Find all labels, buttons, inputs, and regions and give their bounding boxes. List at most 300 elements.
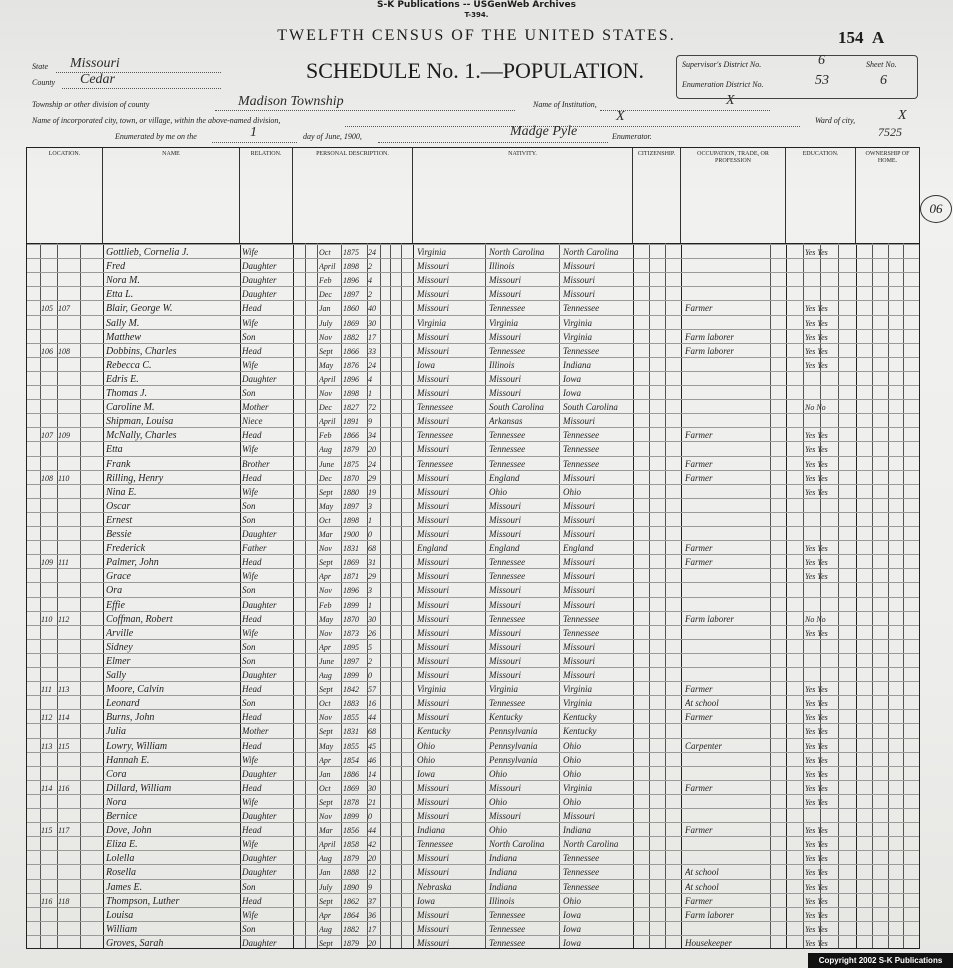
cell-occ: Farmer [685, 430, 713, 441]
publisher-line-2: T-394. [464, 11, 489, 19]
cell-age: 29 [368, 473, 376, 483]
cell-pobf: Tennessee [489, 937, 526, 948]
cell-occ: Farmer [685, 712, 713, 723]
cell-age: 4 [368, 374, 372, 384]
cell-year: 1899 [343, 600, 359, 610]
cell-age: 9 [368, 882, 372, 892]
cell-rel: Wife [242, 444, 258, 455]
cell-edu: Yes Yes [805, 685, 828, 695]
copyright-notice: Copyright 2002 S-K Publications [808, 953, 953, 968]
cell-year: 1879 [343, 854, 359, 864]
cell-edu: Yes Yes [805, 572, 828, 582]
cell-rel: Son [242, 331, 256, 342]
cell-pobm: South Carolina [563, 402, 618, 413]
institution-rule [600, 110, 770, 111]
cell-birth: Feb [319, 431, 332, 441]
cell-pobm: Virginia [563, 698, 592, 709]
cell-year: 1870 [343, 614, 359, 624]
cell-edu: Yes Yes [805, 360, 828, 370]
cell-pobf: Missouri [489, 514, 522, 525]
cell-edu: Yes Yes [805, 332, 828, 342]
cell-age: 44 [368, 826, 376, 836]
cell-name: Fred [106, 261, 126, 273]
cell-edu: Yes Yes [805, 459, 828, 469]
col-occupation [681, 148, 786, 243]
cell-age: 16 [368, 699, 376, 709]
cell-birth: Dec [319, 290, 332, 300]
cell-rel: Daughter [242, 529, 277, 539]
cell-age: 44 [368, 713, 376, 723]
cell-fam: 112 [58, 614, 70, 624]
cell-age: 26 [368, 628, 376, 638]
cell-rel: Daughter [242, 937, 277, 948]
cell-pob: Missouri [417, 712, 450, 723]
cell-rel: Head [242, 895, 262, 906]
cell-pobm: Missouri [563, 289, 596, 300]
cell-pobf: Missouri [489, 275, 522, 286]
cell-fam: 110 [58, 473, 70, 483]
cell-pobf: Arkansas [489, 416, 523, 427]
cell-pobm: Ohio [563, 895, 581, 906]
cell-dwell: 106 [41, 346, 53, 356]
cell-occ: Housekeeper [685, 937, 732, 948]
cell-age: 29 [368, 572, 376, 582]
cell-pobf: Tennessee [489, 613, 526, 624]
cell-age: 40 [368, 304, 376, 314]
cell-dwell: 115 [41, 826, 53, 836]
cell-pobf: Ohio [489, 825, 507, 836]
cell-pobf: Missouri [489, 388, 522, 398]
cell-birth: Nov [319, 544, 332, 554]
col-ownership [856, 148, 919, 243]
cell-pobm: Missouri [563, 557, 596, 568]
cell-pobf: England [489, 472, 520, 483]
cell-pob: Missouri [417, 655, 450, 666]
cell-name: Groves, Sarah [106, 937, 164, 949]
cell-occ: Farmer [685, 825, 713, 836]
cell-name: Coffman, Robert [106, 613, 173, 625]
cell-pobm: Missouri [563, 529, 596, 539]
cell-rel: Daughter [242, 261, 277, 272]
cell-pob: Tennessee [417, 402, 454, 413]
cell-birth: June [319, 459, 335, 469]
cell-pob: England [417, 543, 448, 554]
cell-occ: Carpenter [685, 740, 722, 751]
cell-fam [58, 936, 80, 949]
cell-pobf: Indiana [489, 881, 517, 892]
cell-pobm: Missouri [563, 514, 596, 525]
cell-pobf: Pennsylvania [489, 754, 538, 765]
cell-birth: Sept [319, 558, 333, 568]
cell-birth: Apr [319, 642, 331, 652]
cell-year: 1864 [343, 910, 359, 920]
cell-rel: Head [242, 825, 262, 836]
cell-name: Frank [106, 458, 131, 470]
cell-edu: Yes Yes [805, 628, 828, 638]
cell-pobm: Ohio [563, 486, 581, 497]
cell-pobf: Missouri [489, 599, 522, 610]
cell-pob: Virginia [417, 317, 446, 328]
cell-age: 0 [368, 812, 372, 821]
cell-year: 1866 [343, 346, 359, 356]
cell-birth: Oct [319, 699, 331, 709]
cell-birth: Mar [319, 530, 333, 539]
cell-age: 72 [368, 403, 376, 413]
cell-edu: Yes Yes [805, 487, 828, 497]
cell-rel: Son [242, 641, 256, 652]
cell-name: Elmer [106, 655, 131, 667]
cell-name: Matthew [106, 331, 141, 343]
cell-pobm: Missouri [563, 599, 596, 610]
cell-pobm: Missouri [563, 275, 596, 286]
cell-age: 36 [368, 910, 376, 920]
enumeration-label: Enumeration District No. [682, 80, 764, 89]
cell-occ: Farmer [685, 782, 713, 793]
cell-age: 34 [368, 431, 376, 441]
cell-birth: Nov [319, 332, 332, 342]
cell-age: 30 [368, 614, 376, 624]
cell-year: 1898 [343, 515, 359, 525]
cell-birth: Sept [319, 487, 333, 497]
cell-pobf: Missouri [489, 641, 522, 652]
cell-pobm: Missouri [563, 811, 596, 821]
cell-pobm: Missouri [563, 472, 596, 483]
cell-pob: Missouri [417, 782, 450, 793]
enumerator-name: Madge Pyle [510, 124, 578, 139]
cell-edu: Yes Yes [805, 826, 828, 836]
enumeration-value: 53 [815, 73, 829, 88]
cell-pobf: Tennessee [489, 458, 526, 469]
cell-pob: Missouri [417, 937, 450, 948]
cell-age: 20 [368, 854, 376, 864]
cell-year: 1854 [343, 755, 359, 765]
cell-rel: Son [242, 655, 256, 666]
incorporated-label: Name of incorporated city, town, or village, within the above-named division, [32, 116, 281, 125]
cell-pobf: Tennessee [489, 430, 526, 441]
cell-birth: Aug [319, 924, 332, 934]
cell-pobf: Kentucky [489, 712, 523, 723]
col-name [103, 148, 240, 243]
cell-occ: Farmer [685, 458, 713, 469]
cell-pobf: Tennessee [489, 909, 526, 920]
cell-name: Ernest [106, 514, 133, 526]
col-name-caption: NAME [162, 151, 180, 157]
cell-birth: Apr [319, 755, 331, 765]
cell-year: 1869 [343, 783, 359, 793]
cell-pob: Missouri [417, 486, 450, 497]
cell-edu: Yes Yes [805, 769, 828, 779]
publisher-line-1: S-K Publications -- USGenWeb Archives [377, 0, 576, 10]
cell-pobm: Tennessee [563, 613, 600, 624]
cell-pobm: Tennessee [563, 627, 600, 638]
cell-pob: Missouri [417, 261, 450, 272]
cell-pob: Kentucky [417, 726, 451, 737]
cell-occ: Farmer [685, 684, 713, 695]
cell-year: 1880 [343, 487, 359, 497]
cell-age: 24 [368, 459, 376, 469]
cell-rel: Son [242, 514, 256, 525]
cell-name: Sally M. [106, 317, 140, 329]
cell-pob: Tennessee [417, 458, 454, 469]
cell-occ: Farmer [685, 303, 713, 314]
col-ownership-caption: OWNERSHIP OF HOME. [865, 151, 910, 164]
cell-age: 2 [368, 290, 372, 300]
cell-year: 1860 [343, 304, 359, 314]
cell-name: Burns, John [106, 712, 155, 724]
cell-age: 20 [368, 445, 376, 455]
table-row [27, 935, 919, 949]
cell-pob: Missouri [417, 670, 450, 680]
cell-name: Rilling, Henry [106, 472, 164, 484]
cell-rel: Daughter [242, 599, 277, 610]
cell-pobf: Indiana [489, 867, 517, 878]
cell-pob: Missouri [417, 613, 450, 624]
cell-rel: Daughter [242, 867, 277, 878]
cell-year: 1897 [343, 501, 359, 511]
cell-year: 1895 [343, 642, 359, 652]
cell-name: Dove, John [106, 825, 152, 837]
cell-name: Gottlieb, Cornelia J. [106, 247, 189, 258]
cell-pobm: Kentucky [563, 712, 597, 723]
cell-pobm: Kentucky [563, 726, 597, 737]
cell-rel: Head [242, 472, 262, 483]
cell-edu: Yes Yes [805, 924, 828, 934]
cell-birth: Dec [319, 473, 332, 483]
cell-edu: Yes Yes [805, 910, 828, 920]
cell-pob: Iowa [417, 768, 435, 779]
cell-edu: Yes Yes [805, 783, 828, 793]
cell-pobm: Missouri [563, 655, 596, 666]
cell-pob: Missouri [417, 303, 450, 314]
cell-name: Oscar [106, 500, 131, 512]
cell-birth: Sept [319, 727, 333, 737]
cell-year: 1875 [343, 459, 359, 469]
cell-birth: Oct [319, 515, 331, 525]
cell-age: 1 [368, 389, 372, 398]
cell-birth: Nov [319, 586, 332, 596]
cell-pob: Missouri [417, 811, 450, 821]
cell-age: 31 [368, 558, 376, 568]
cell-birth: April [319, 262, 336, 272]
cell-pobf: Tennessee [489, 698, 526, 709]
cell-pobm: North Carolina [563, 247, 619, 257]
cell-birth: Apr [319, 572, 331, 582]
cell-pob: Missouri [417, 289, 450, 300]
cell-age: 37 [368, 896, 376, 906]
cell-dwell: 110 [41, 614, 53, 624]
cell-pob: Missouri [417, 599, 450, 610]
cell-occ: Farmer [685, 895, 713, 906]
cell-dwell: 116 [41, 896, 53, 906]
cell-pob: Indiana [417, 825, 445, 836]
cell-pob: Tennessee [417, 839, 454, 850]
side-stamp: 06 [920, 195, 952, 223]
col-education-caption: EDUCATION. [802, 151, 839, 157]
cell-name: Leonard [106, 698, 140, 710]
cell-rel: Wife [242, 359, 258, 370]
cell-rel: Niece [242, 416, 263, 427]
cell-name: Arville [106, 627, 134, 639]
cell-birth: Sept [319, 938, 333, 948]
cell-age: 14 [368, 769, 376, 779]
cell-rel: Daughter [242, 768, 277, 779]
cell-pobf: Tennessee [489, 345, 526, 356]
cell-pobm: Ohio [563, 754, 581, 765]
cell-dwell: 112 [41, 713, 53, 723]
cell-rel: Son [242, 698, 256, 709]
cell-pob: Missouri [417, 698, 450, 709]
cell-pobf: Illinois [489, 895, 515, 906]
cell-pob: Missouri [417, 853, 450, 864]
cell-year: 1869 [343, 558, 359, 568]
cell-age: 17 [368, 924, 376, 934]
cell-pobm: Tennessee [563, 345, 600, 356]
cell-birth: July [319, 882, 333, 892]
cell-fam: 115 [58, 741, 70, 751]
cell-edu: Yes Yes [805, 544, 828, 554]
cell-rel: Son [242, 881, 256, 892]
schedule-title: SCHEDULE No. 1.—POPULATION. [306, 58, 644, 83]
cell-age: 4 [368, 276, 372, 286]
cell-birth: Sept [319, 346, 333, 356]
cell-rel: Head [242, 684, 262, 695]
cell-rel: Head [242, 613, 262, 624]
cell-fam: 113 [58, 685, 70, 695]
township-label: Township or other division of county [32, 100, 150, 109]
cell-name: William [106, 923, 138, 935]
cell-year: 1898 [343, 262, 359, 272]
cell-pobm: Tennessee [563, 867, 600, 878]
cell-pobf: North Carolina [489, 247, 545, 257]
cell-pobm: Iowa [563, 937, 581, 948]
cell-edu: Yes Yes [805, 713, 828, 723]
cell-age: 9 [368, 417, 372, 427]
cell-name: Effie [106, 599, 125, 611]
cell-year: 1842 [343, 685, 359, 695]
cell-rel: Daughter [242, 275, 277, 286]
cell-rel: Wife [242, 627, 258, 638]
cell-edu: No No [805, 403, 826, 413]
cell-pobm: Missouri [563, 261, 596, 272]
cell-year: 1900 [343, 530, 359, 539]
cell-year: 1855 [343, 713, 359, 723]
cell-year: 1896 [343, 276, 359, 286]
cell-pobf: Tennessee [489, 557, 526, 568]
cell-dwell: 113 [41, 741, 53, 751]
cell-name: Rebecca C. [106, 359, 152, 371]
cell-pob: Nebraska [417, 881, 452, 892]
cell-age: 68 [368, 727, 376, 737]
cell-pobf: England [489, 543, 520, 554]
cell-occ: Farm laborer [685, 331, 734, 342]
cell-pobm: Missouri [563, 571, 596, 582]
cell-name: Nina E. [106, 486, 137, 498]
day-of-june-label: day of June, 1900, [303, 132, 362, 141]
cell-name: Lowry, William [106, 740, 168, 752]
cell-name: Julia [106, 726, 126, 738]
cell-birth: Nov [319, 713, 332, 723]
cell-pob: Missouri [417, 444, 450, 455]
cell-pob: Missouri [417, 514, 450, 525]
cell-pobf: Illinois [489, 359, 515, 370]
cell-name: Dobbins, Charles [106, 345, 177, 357]
cell-name: Sidney [106, 641, 133, 653]
cell-pob: Ohio [417, 754, 435, 765]
supervisor-value: 6 [818, 53, 825, 68]
cell-birth: June [319, 656, 335, 666]
cell-edu: Yes Yes [805, 248, 828, 257]
col-citizenship-caption: CITIZENSHIP. [637, 151, 676, 157]
cell-age: 5 [368, 642, 372, 652]
cell-pobf: South Carolina [489, 402, 544, 413]
cell-dwell: 114 [41, 783, 53, 793]
cell-age: 30 [368, 318, 376, 328]
cell-edu: Yes Yes [805, 854, 828, 864]
supervisor-label: Supervisor's District No. [682, 60, 762, 69]
cell-pobm: Missouri [563, 416, 596, 427]
census-title: TWELFTH CENSUS OF THE UNITED STATES. [277, 27, 676, 44]
cell-year: 1897 [343, 290, 359, 300]
cell-edu: Yes Yes [805, 304, 828, 314]
cell-rel: Son [242, 585, 256, 596]
cell-age: 2 [368, 656, 372, 666]
township-rule [215, 110, 515, 111]
cell-pobf: North Carolina [489, 839, 545, 850]
cell-year: 1858 [343, 840, 359, 850]
cell-year: 1875 [343, 248, 359, 257]
cell-occ: Farm laborer [685, 909, 734, 920]
cell-pob: Missouri [417, 373, 450, 384]
cell-year: 1882 [343, 924, 359, 934]
cell-rel: Wife [242, 909, 258, 920]
cell-name: James E. [106, 881, 143, 893]
cell-age: 46 [368, 755, 376, 765]
cell-birth: July [319, 318, 333, 328]
cell-age: 1 [368, 600, 372, 610]
cell-occ: At school [685, 698, 719, 709]
cell-year: 1879 [343, 445, 359, 455]
page-number-value: 154 [838, 28, 864, 47]
cell-birth: Nov [319, 812, 332, 821]
cell-pobm: Indiana [563, 825, 591, 836]
cell-pob: Iowa [417, 359, 435, 370]
cell-age: 45 [368, 741, 376, 751]
cell-edu: Yes Yes [805, 741, 828, 751]
cell-year: 1831 [343, 727, 359, 737]
col-personal-caption: PERSONAL DESCRIPTION. [316, 151, 389, 157]
cell-year: 1869 [343, 318, 359, 328]
ward-label: Ward of city, [815, 116, 856, 125]
cell-pobf: Missouri [489, 289, 522, 300]
sheet-value: 6 [880, 73, 887, 88]
cell-rel: Daughter [242, 289, 277, 300]
cell-name: Nora M. [106, 275, 140, 287]
cell-age: 19 [368, 487, 376, 497]
cell-rel: Daughter [242, 670, 277, 680]
cell-birth: May [319, 360, 334, 370]
cell-birth: May [319, 501, 334, 511]
cell-pobf: Missouri [489, 627, 522, 638]
cell-year: 1862 [343, 896, 359, 906]
cell-name: Palmer, John [106, 557, 159, 569]
cell-pobf: Tennessee [489, 303, 526, 314]
cell-pobf: Virginia [489, 317, 518, 328]
cell-pobm: Missouri [563, 500, 596, 511]
cell-rel: Wife [242, 571, 258, 582]
cell-birth: Apr [319, 910, 331, 920]
cell-pobf: Ohio [489, 486, 507, 497]
cell-occ: Farmer [685, 557, 713, 568]
